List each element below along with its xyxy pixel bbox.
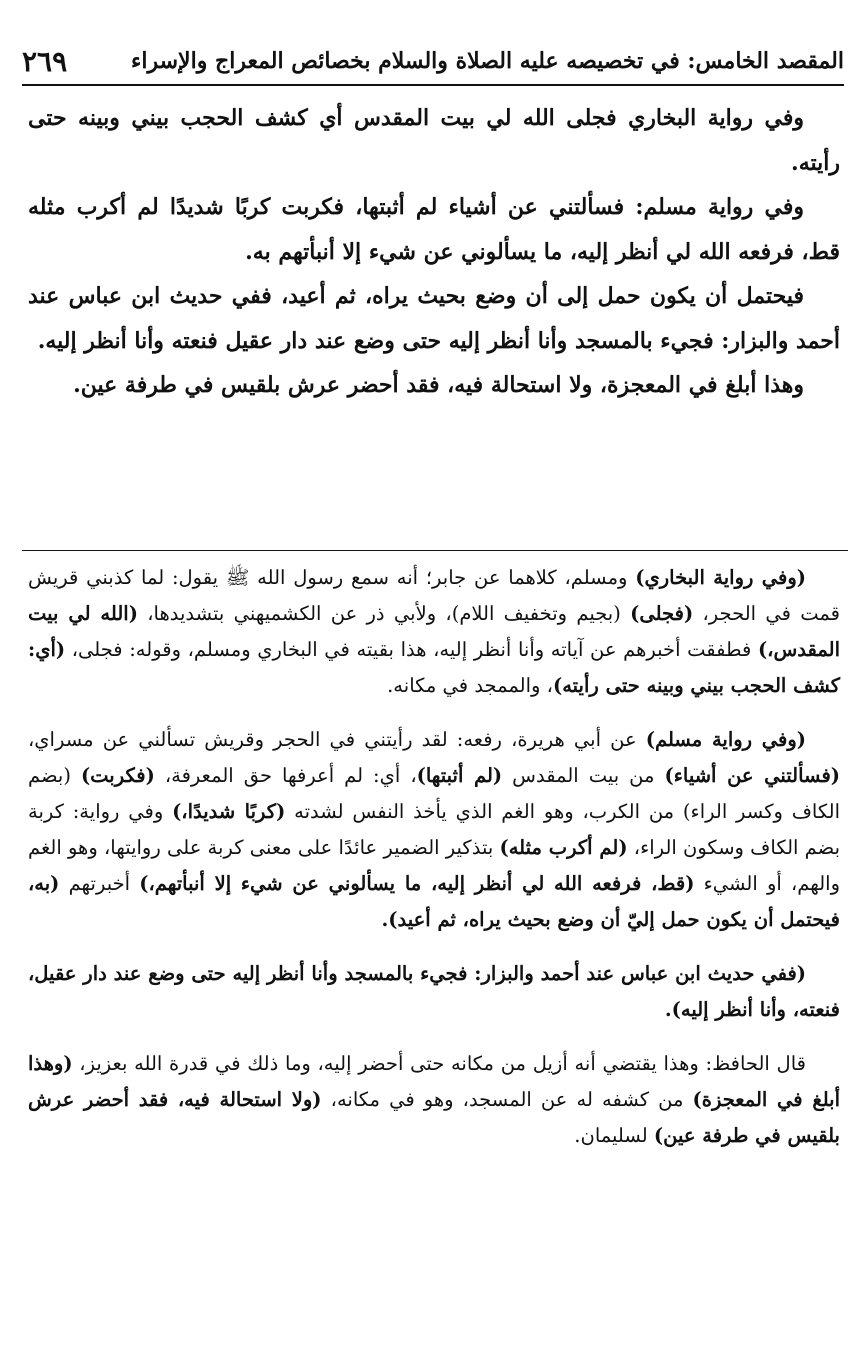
commentary-text: فطفقت أخبرهم عن آياته وأنا أنظر إليه، هذا بقيته في البخاري ومسلم، وقوله: فجلى، (65, 638, 758, 661)
commentary-quote: (فسألتني عن أشياء) (664, 764, 840, 787)
commentary-text: ، أي: لم أعرفها حق المعرفة، (154, 764, 417, 787)
page-header (22, 38, 844, 86)
commentary-quote: (قط، فرفعه الله لي أنظر إليه، ما يسألوني عن شيء إلا أنبأتهم،) (139, 872, 695, 895)
commentary-text: لسليمان. (574, 1124, 654, 1147)
commentary-quote: (أي: كشف الحجب بيني وبينه حتى رأيته) (28, 638, 840, 697)
commentary-quote: (الله لي بيت المقدس،) (28, 602, 840, 661)
commentary-text: من كشفه له عن المسجد، وهو في مكانه، (321, 1088, 693, 1111)
commentary-quote: (وهذا أبلغ في المعجزة) (28, 1052, 840, 1111)
running-title: المقصد الخامس: في تخصيصه عليه الصلاة والسلام بخصائص المعراج والإسراء (131, 48, 844, 74)
commentary-quote: (فكربت) (80, 764, 155, 787)
main-paragraph-ibn-abbas: فيحتمل أن يكون حمل إلى أن وضع بحيث يراه، ثم أعيد، ففي حديث ابن عباس عند أحمد والبزار: فجيء بالمسجد وأنا أنظر إليه حتى وضع عند دار عقيل فنعته وأنا أنظر إليه. (28, 283, 840, 354)
commentary-quote: (لم أثبتها) (416, 764, 503, 787)
main-paragraph-miracle: وهذا أبلغ في المعجزة، ولا استحالة فيه، فقد أحضر عرش بلقيس في طرفة عين. (73, 372, 804, 398)
commentary-text: قال الحافظ: وهذا يقتضي أنه أزيل من مكانه حتى أحضر إليه، وما ذلك في قدرة الله بعزيز، (72, 1052, 806, 1075)
commentary-text: ، والممجد في مكانه. (387, 674, 553, 697)
commentary-text: (بضم الكاف وكسر الراء) من الكرب، وهو الغم الذي يأخذ النفس لشدته (28, 764, 840, 823)
main-text (28, 96, 840, 408)
commentary-paragraph-muslim (28, 722, 840, 938)
commentary-quote: (كربًا شديدًا،) (172, 800, 286, 823)
page-number: ٢٦٩ (22, 44, 68, 78)
commentary-section (28, 560, 840, 1172)
footnote-divider (22, 550, 848, 551)
commentary-quote: (فجلى) (630, 602, 694, 625)
commentary-quote: (وفي رواية مسلم) (645, 728, 806, 751)
commentary-quote: (لم أكرب مثله) (499, 836, 628, 859)
commentary-quote: (به، فيحتمل أن يكون حمل إليّ أن وضع بحيث يراه، ثم أعيد). (28, 872, 840, 931)
main-paragraph-bukhari: وفي رواية البخاري فجلى الله لي بيت المقدس أي كشف الحجب بيني وبينه حتى رأيته. (28, 105, 840, 176)
commentary-quote: (ولا استحالة فيه، فقد أحضر عرش بلقيس في طرفة عين) (28, 1088, 840, 1147)
commentary-paragraph-ibn-abbas: (ففي حديث ابن عباس عند أحمد والبزار: فجيء بالمسجد وأنا أنظر إليه حتى وضع عند دار عقيل، فنعته، وأنا أنظر إليه). (28, 962, 840, 1021)
commentary-text: من بيت المقدس (502, 764, 665, 787)
commentary-text: (بجيم وتخفيف اللام)، ولأبي ذر عن الكشميهني بتشديدها، (137, 602, 631, 625)
commentary-paragraph-hafiz (28, 1046, 840, 1154)
main-paragraph-muslim: وفي رواية مسلم: فسألتني عن أشياء لم أثبتها، فكربت كربًا شديدًا لم أكرب مثله قط، فرفعه الله لي أنظر إليه، ما يسألوني عن شيء إلا أنبأتهم به. (28, 194, 840, 265)
commentary-text: بتذكير الضمير عائدًا على معنى كربة على روايتها، وهو الغم والهم، أو الشيء (28, 836, 840, 895)
commentary-text: وفي رواية: كربة بضم الكاف وسكون الراء، (28, 800, 841, 859)
commentary-text: ومسلم، كلاهما عن جابر؛ أنه سمع رسول الله ﷺ يقول: لما كذبني قريش قمت في الحجر، (28, 566, 840, 625)
commentary-paragraph-bukhari (28, 560, 840, 704)
commentary-quote: (وفي رواية البخاري) (635, 566, 807, 589)
commentary-text: أخبرتهم (59, 872, 140, 895)
commentary-text: عن أبي هريرة، رفعه: لقد رأيتني في الحجر وقريش تسألني عن مسراي، (28, 728, 646, 751)
